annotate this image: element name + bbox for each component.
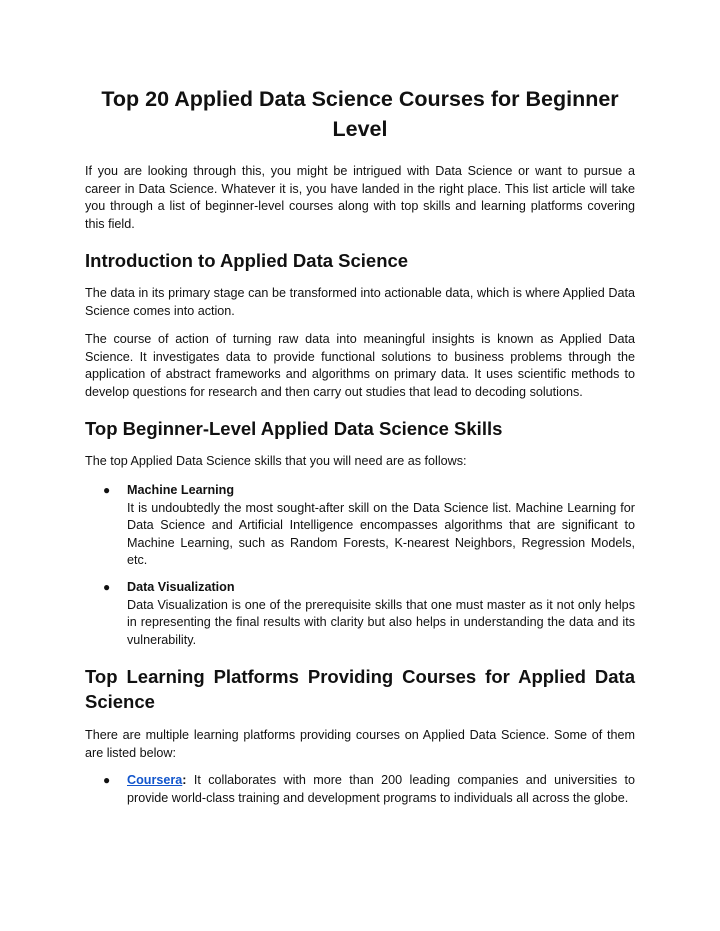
- list-item-separator: :: [182, 773, 187, 787]
- list-item-machine-learning: [127, 482, 635, 570]
- bullet-icon: ●: [103, 773, 111, 787]
- intro-section-paragraph-1: The data in its primary stage can be transformed into actionable data, which is where Applied Data Science comes into action.: [85, 286, 635, 318]
- section-heading-platforms: Top Learning Platforms Providing Courses for Applied Data Science: [85, 666, 635, 712]
- list-item-text: It collaborates with more than 200 leading companies and universities to provide world-class training and development programs to individuals all across the globe.: [127, 773, 635, 805]
- coursera-link[interactable]: Coursera: [127, 773, 183, 787]
- bullet-icon: ●: [103, 483, 111, 497]
- list-item-label: Machine Learning: [127, 483, 235, 497]
- list-item-text: Data Visualization is one of the prerequisite skills that one must master as it not only helps in representing the final results with clarity but also helps in understanding the data and its vulnerability.: [127, 597, 635, 647]
- page-title: Top 20 Applied Data Science Courses for Beginner Level: [101, 87, 619, 141]
- list-item-label: Data Visualization: [127, 580, 235, 594]
- list-item-coursera: [127, 772, 635, 807]
- list-item-data-visualization: [127, 579, 635, 649]
- section-heading-introduction: Introduction to Applied Data Science: [85, 250, 409, 271]
- intro-section-paragraph-2: The course of action of turning raw data into meaningful insights is known as Applied Data Science. It investigates data to provide functional solutions to business problems through the application of abstract frameworks and algorithms on primary data. It uses scientific methods to develop questions for research and then carry out studies that lead to decoding solutions.: [85, 332, 635, 399]
- list-item-text: It is undoubtedly the most sought-after skill on the Data Science list. Machine Learning for Data Science and Artificial Intelligence encompasses algorithms that are significant to Machine Learning, such as Random Forests, K-nearest Neighbors, Regression Models, etc.: [127, 500, 635, 567]
- intro-paragraph: If you are looking through this, you might be intrigued with Data Science or want to pursue a career in Data Science. Whatever it is, you have landed in the right place. This list article will take you through a list of beginner-level courses along with top skills and learning platforms covering this field.: [85, 164, 635, 231]
- bullet-icon: ●: [103, 580, 111, 594]
- section-heading-skills: Top Beginner-Level Applied Data Science Skills: [85, 418, 503, 439]
- platforms-lead-paragraph: There are multiple learning platforms providing courses on Applied Data Science. Some of them are listed below:: [85, 728, 635, 760]
- skills-lead-paragraph: The top Applied Data Science skills that you will need are as follows:: [85, 454, 467, 468]
